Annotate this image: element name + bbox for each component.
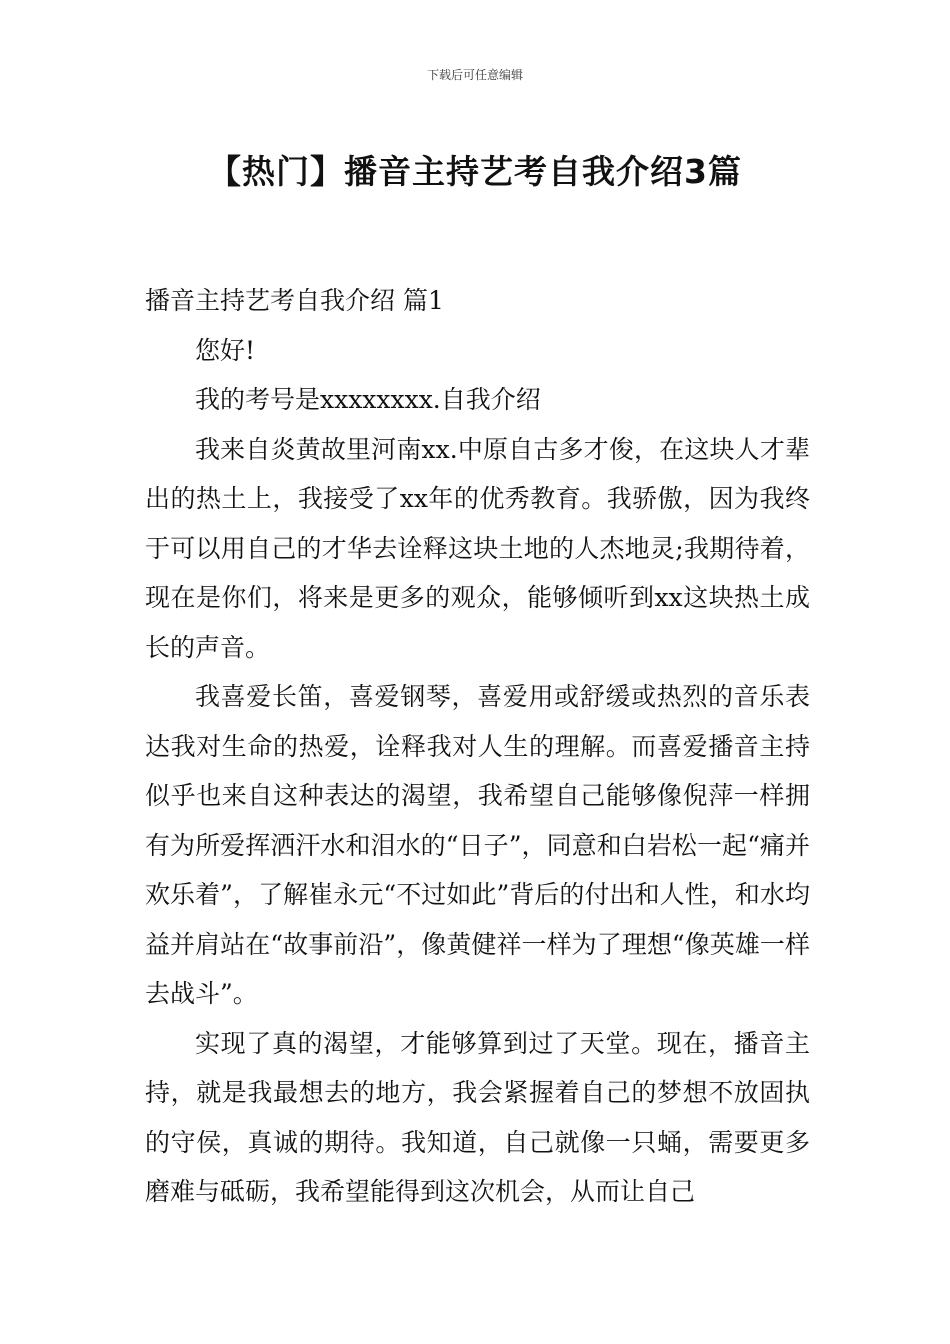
paragraph-exam-number: 我的考号是xxxxxxxx.自我介绍 [195,385,541,414]
paragraph-hometown: 我来自炎黄故里河南xx.中原自古多才俊，在这块人才辈出的热土上，我接受了xx年的优秀教育。我骄傲，因为我终于可以用自己的才华去诠释这块土地的人杰地灵;我期待着，现在是你们，将来是更多的观众，能够倾听到xx这块热土成长的声音。 [145,434,810,662]
paragraph-aspiration: 实现了真的渴望，才能够算到过了天堂。现在，播音主持，就是我最想去的地方，我会紧握着自己的梦想不放固执的守侯，真诚的期待。我知道，自己就像一只蛹，需要更多磨难与砥砺，我希望能得到这次机会，从而让自己 [145,1028,810,1206]
document-body [145,276,810,1217]
header-note: 下载后可任意编辑 [426,68,523,82]
paragraph-hobbies: 我喜爱长笛，喜爱钢琴，喜爱用或舒缓或热烈的音乐表达我对生命的热爱，诠释我对人生的理解。而喜爱播音主持似乎也来自这种表达的渴望，我希望自己能够像倪萍一样拥有为所爱挥洒汗水和泪水的“日子”，同意和白岩松一起“痛并欢乐着”，了解崔永元“不过如此”背后的付出和人性，和水均益并肩站在“故事前沿”，像黄健祥一样为了理想“像英雄一样去战斗”。 [145,682,810,1008]
paragraph-greeting: 您好! [195,335,256,365]
section-heading: 播音主持艺考自我介绍 篇1 [145,286,444,315]
document-title: 【热门】播音主持艺考自我介绍3篇 [208,152,742,192]
